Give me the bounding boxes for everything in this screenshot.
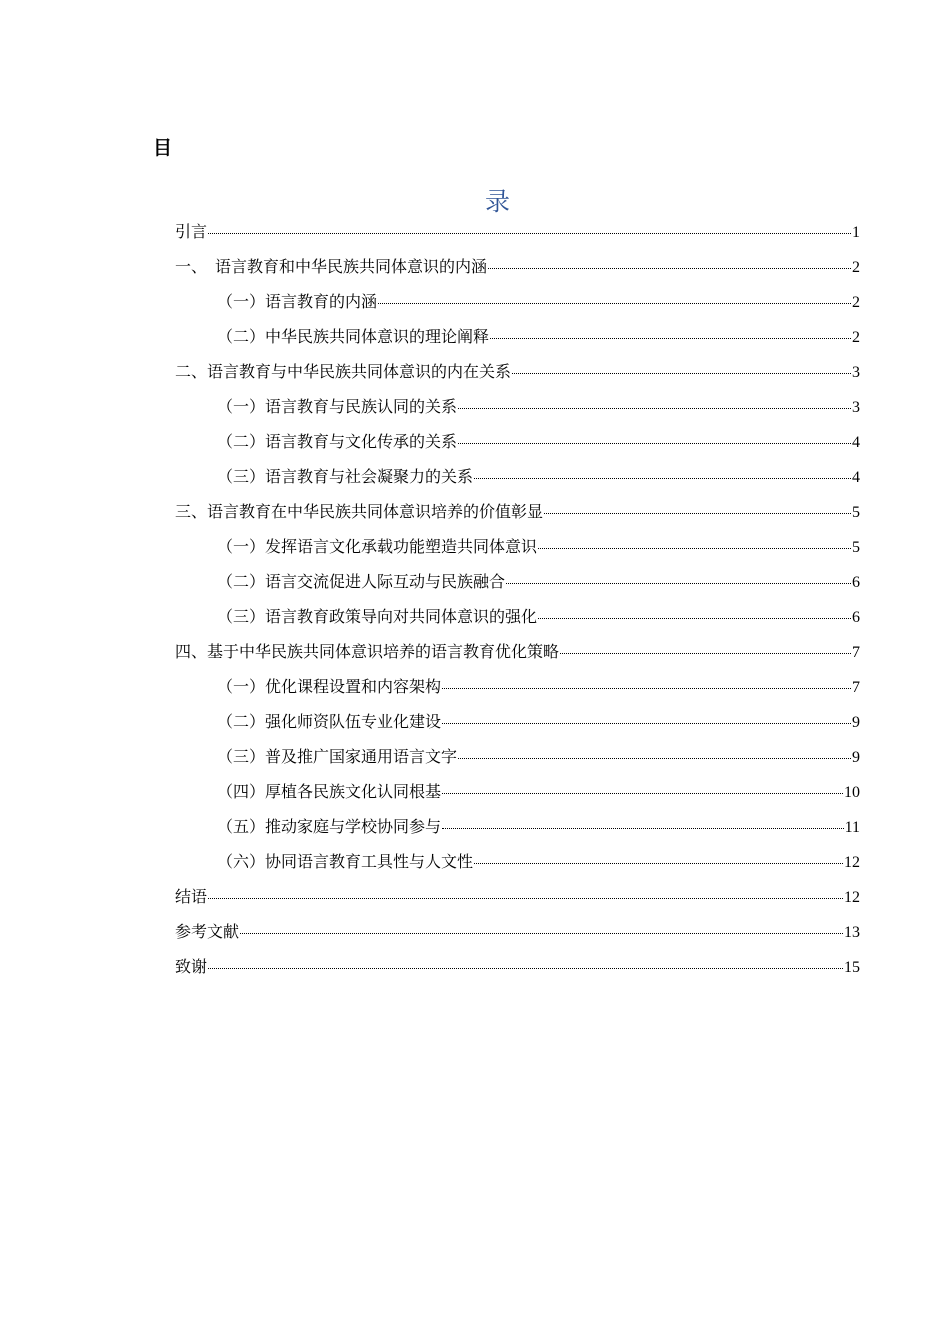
toc-entry-page-number: 6 <box>852 574 860 591</box>
toc-dot-leader <box>474 478 851 479</box>
toc-entry-page-number: 1 <box>852 224 860 241</box>
toc-entry-page-number: 10 <box>844 784 860 801</box>
toc-dot-leader <box>458 408 851 409</box>
toc-entry-page-number: 13 <box>844 924 860 941</box>
toc-entry-page-number: 9 <box>852 714 860 731</box>
toc-entry-label: （一）语言教育与民族认同的关系 <box>217 397 458 416</box>
toc-title-first-char: 目 <box>153 137 173 159</box>
toc-entry-page-number: 4 <box>852 434 860 451</box>
toc-dot-leader <box>506 583 851 584</box>
toc-entry-page-number: 6 <box>852 609 860 626</box>
toc-entry-label: （三）普及推广国家通用语言文字 <box>217 747 458 766</box>
toc-entry-section-4-2[interactable] <box>175 709 860 744</box>
toc-entry-label: （二）中华民族共同体意识的理论阐释 <box>217 327 490 346</box>
toc-entry-label: （二）语言教育与文化传承的关系 <box>217 432 458 451</box>
toc-entry-chapter-3[interactable] <box>175 499 860 534</box>
toc-dot-leader <box>208 898 843 899</box>
toc-entry-page-number: 2 <box>852 294 860 311</box>
toc-entry-label: （三）语言教育政策导向对共同体意识的强化 <box>217 607 538 626</box>
toc-entry-section-4-1[interactable] <box>175 674 860 709</box>
toc-entry-page-number: 5 <box>852 539 860 556</box>
toc-entry-page-number: 12 <box>844 889 860 906</box>
toc-dot-leader <box>208 233 851 234</box>
toc-entry-references[interactable] <box>175 919 860 954</box>
toc-entry-section-4-6[interactable] <box>175 849 860 884</box>
toc-entry-label: （四）厚植各民族文化认同根基 <box>217 782 442 801</box>
toc-entry-page-number: 15 <box>844 959 860 976</box>
toc-entry-label: 四、基于中华民族共同体意识培养的语言教育优化策略 <box>175 642 560 661</box>
toc-dot-leader <box>544 513 851 514</box>
toc-entry-page-number: 3 <box>852 399 860 416</box>
toc-entry-label: （一）语言教育的内涵 <box>217 292 378 311</box>
toc-entry-introduction[interactable] <box>175 219 860 254</box>
toc-dot-leader <box>458 443 851 444</box>
toc-entry-page-number: 12 <box>844 854 860 871</box>
toc-dot-leader <box>474 863 843 864</box>
toc-entry-label: 结语 <box>175 887 208 906</box>
toc-entry-section-4-5[interactable] <box>175 814 860 849</box>
toc-entry-page-number: 2 <box>852 259 860 276</box>
toc-entry-label: （六）协同语言教育工具性与人文性 <box>217 852 474 871</box>
toc-entry-acknowledgements[interactable] <box>175 954 860 989</box>
toc-entry-page-number: 7 <box>852 644 860 661</box>
toc-dot-leader <box>442 793 843 794</box>
toc-dot-leader <box>442 828 844 829</box>
toc-dot-leader <box>378 303 851 304</box>
toc-entry-section-4-4[interactable] <box>175 779 860 814</box>
toc-entry-page-number: 9 <box>852 749 860 766</box>
toc-entry-label: （一）优化课程设置和内容架构 <box>217 677 442 696</box>
toc-entry-section-1-1[interactable] <box>175 289 860 324</box>
toc-dot-leader <box>538 618 851 619</box>
toc-dot-leader <box>490 338 851 339</box>
toc-entry-label: （二）强化师资队伍专业化建设 <box>217 712 442 731</box>
toc-entry-section-2-2[interactable] <box>175 429 860 464</box>
toc-entry-page-number: 4 <box>852 469 860 486</box>
toc-title-second-char: 录 <box>485 187 511 216</box>
toc-dot-leader <box>240 933 843 934</box>
toc-entry-page-number: 11 <box>844 819 860 836</box>
toc-entry-label: 引言 <box>175 222 208 241</box>
toc-entry-chapter-2[interactable] <box>175 359 860 394</box>
toc-entry-label: （二）语言交流促进人际互动与民族融合 <box>217 572 506 591</box>
toc-entry-chapter-4[interactable] <box>175 639 860 674</box>
toc-entry-page-number: 3 <box>852 364 860 381</box>
toc-entry-label: 二、语言教育与中华民族共同体意识的内在关系 <box>175 362 512 381</box>
toc-entry-page-number: 7 <box>852 679 860 696</box>
toc-entry-label: （三）语言教育与社会凝聚力的关系 <box>217 467 474 486</box>
toc-entry-label: 参考文献 <box>175 922 240 941</box>
toc-entry-section-4-3[interactable] <box>175 744 860 779</box>
toc-dot-leader <box>442 688 851 689</box>
toc-entry-page-number: 2 <box>852 329 860 346</box>
toc-entry-label: 致谢 <box>175 957 208 976</box>
toc-dot-leader <box>538 548 851 549</box>
toc-dot-leader <box>512 373 851 374</box>
table-of-contents <box>175 219 860 989</box>
toc-entry-label: （五）推动家庭与学校协同参与 <box>217 817 442 836</box>
toc-entry-conclusion[interactable] <box>175 884 860 919</box>
toc-dot-leader <box>442 723 851 724</box>
toc-entry-label: 一、 语言教育和中华民族共同体意识的内涵 <box>175 257 488 276</box>
toc-entry-section-3-1[interactable] <box>175 534 860 569</box>
toc-entry-section-3-2[interactable] <box>175 569 860 604</box>
toc-entry-section-3-3[interactable] <box>175 604 860 639</box>
toc-entry-page-number: 5 <box>852 504 860 521</box>
toc-entry-section-2-1[interactable] <box>175 394 860 429</box>
toc-entry-label: 三、语言教育在中华民族共同体意识培养的价值彰显 <box>175 502 544 521</box>
toc-entry-section-1-2[interactable] <box>175 324 860 359</box>
toc-entry-chapter-1[interactable] <box>175 254 860 289</box>
toc-entry-label: （一）发挥语言文化承载功能塑造共同体意识 <box>217 537 538 556</box>
toc-dot-leader <box>560 653 851 654</box>
toc-dot-leader <box>208 968 843 969</box>
toc-entry-section-2-3[interactable] <box>175 464 860 499</box>
toc-dot-leader <box>488 268 851 269</box>
toc-dot-leader <box>458 758 851 759</box>
